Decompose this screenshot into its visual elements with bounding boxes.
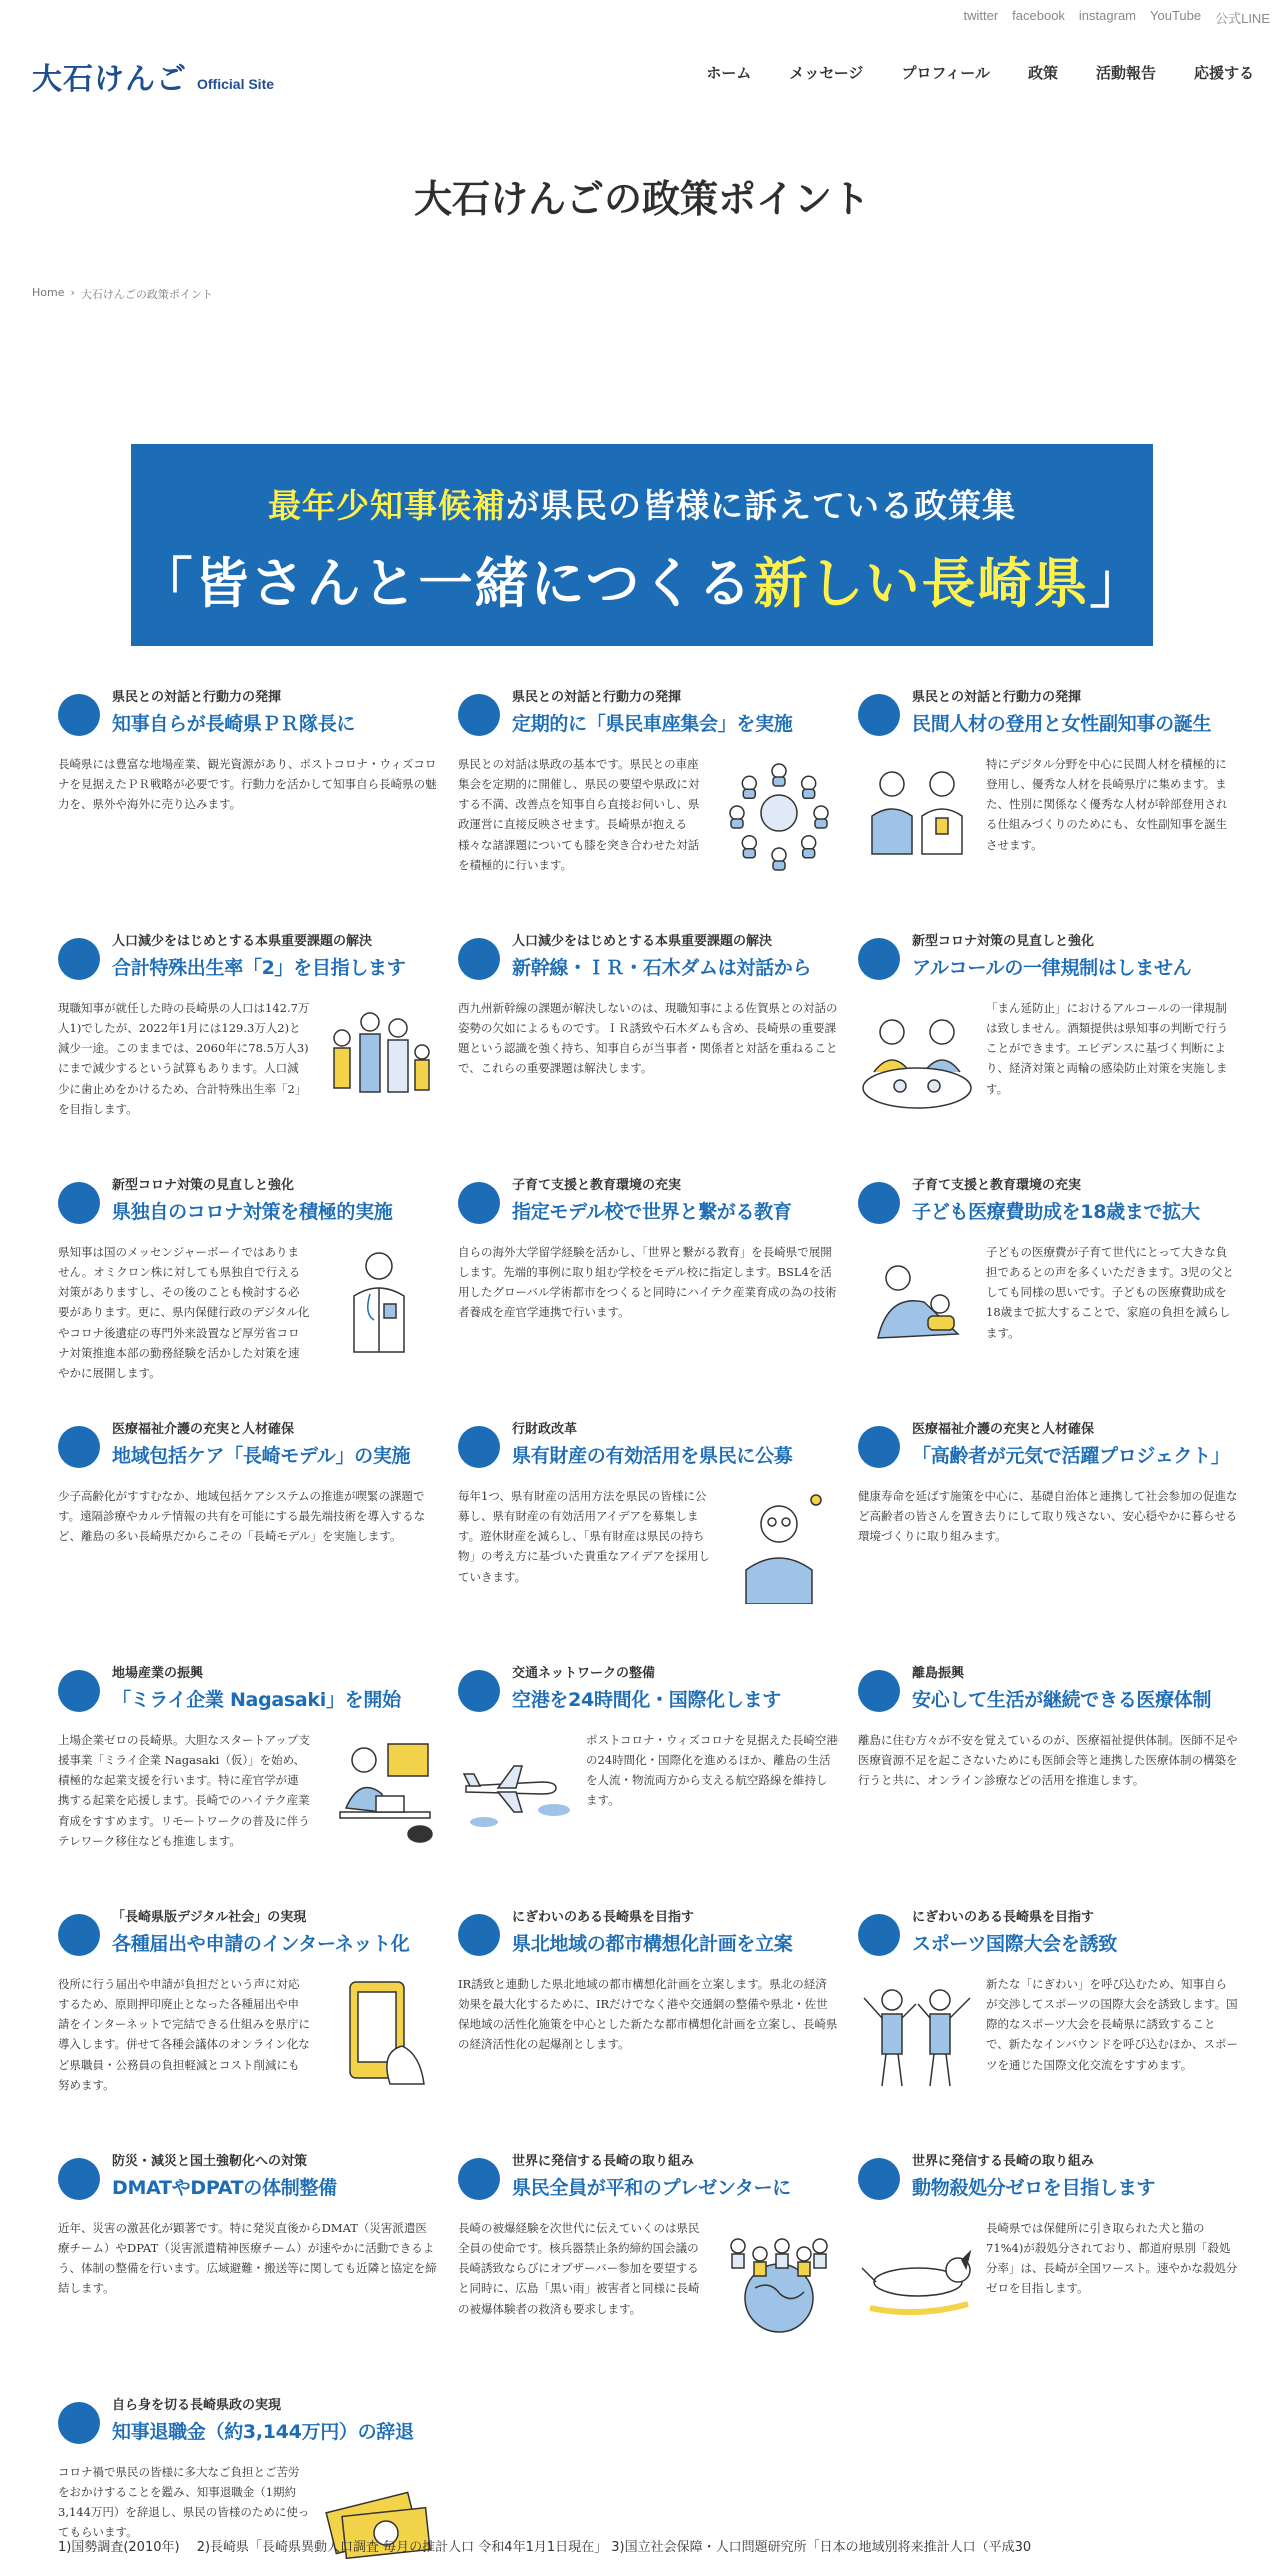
policy-card-header xyxy=(458,2144,838,2204)
page-title: 大石けんごの政策ポイント xyxy=(413,177,870,221)
policy-title: 県民全員が平和のプレゼンターに xyxy=(512,2177,791,2199)
policy-category: 人口減少をはじめとする本県重要課題の解決 xyxy=(112,934,373,949)
nav-profile[interactable]: プロフィール xyxy=(901,64,990,82)
twitter-link[interactable]: twitter xyxy=(963,8,999,23)
thinking-man-illustration xyxy=(720,1486,838,1604)
breadcrumb-separator: › xyxy=(70,286,75,299)
policy-title: 知事退職金（約3,144万円）の辞退 xyxy=(112,2421,414,2443)
policy-category: 県民との対話と行動力の発揮 xyxy=(912,690,1082,705)
policy-text: 県民との対話は県政の基本です。県民との車座集会を定期的に開催し、県民の要望や県政に対する不満、改善点を知事自ら直接お伺いし、県政運営に直接反映させます。長崎県が抱える様々な諸課題についても膝を突き合わせた対話を積極的に行います。 xyxy=(458,757,700,872)
policy-body xyxy=(858,1730,1238,1790)
policy-card-header xyxy=(58,2388,438,2448)
policy-text: 少子高齢化がすすむなか、地域包括ケアシステムの推進が喫緊の課題です。遠隔診療やカルテ情報の共有を可能にする最先端技術を導入するなど、離島の多い長崎県だからこその「長崎モデル」を実施します。 xyxy=(58,1489,426,1544)
policy-title: アルコールの一律規制はしません xyxy=(912,957,1192,979)
banner-title-a: 「皆さんと一緒につくる xyxy=(138,551,754,615)
policy-text: 離島に住む方々が不安を覚えているのが、医療福祉提供体制。医師不足や医療資源不足を起こさないためにも医師会等と連携した医療体制の構築を行うと共に、オンライン診療などの活用を推進します。 xyxy=(858,1733,1238,1788)
policy-text: 上場企業ゼロの長崎県。大胆なスタートアップ支援事業「ミライ企業 Nagasaki（仮）」を始め、積極的な起業支援を行います。特に産官学が連携する起業を応援します。長崎でのハイテク産業育成をすすめます。リモートワークの普及に伴うテレワーク移住なども推進します。 xyxy=(58,1733,310,1848)
policy-body xyxy=(58,1242,438,1383)
policy-category: 自ら身を切る長崎県政の実現 xyxy=(112,2398,282,2413)
policy-body xyxy=(458,2218,838,2336)
policy-card-header xyxy=(858,1168,1238,1228)
policy-bullet-icon xyxy=(858,1182,900,1224)
policy-bullet-icon xyxy=(458,938,500,980)
policy-card-header xyxy=(858,680,1238,740)
policy-text: 毎年1つ、県有財産の活用方法を県民の皆様に公募し、県有財産の有効活用アイデアを募集します。遊休財産を減らし、「県有財産は県民の持ち物」の考え方に基づいた貴重なアイデアを採用していきます。 xyxy=(458,1489,710,1584)
policy-body xyxy=(858,754,1238,872)
policy-bullet-icon xyxy=(58,1914,100,1956)
policy-text: 現職知事が就任した時の長崎県の人口は142.7万人1)でしたが、2022年1月には129.3万人2)と減少一途。このままでは、2060年に78.5万人3)にまで減少するという試算もあります。人口減少に歯止めをかけるため、合計特殊出生率「2」を目指します。 xyxy=(58,1001,310,1116)
smartphone-illustration xyxy=(320,1974,438,2092)
policy-category: 新型コロナ対策の見直しと強化 xyxy=(912,934,1095,949)
banner-subtitle-highlight: 最年少知事候補 xyxy=(268,486,506,525)
policy-bullet-icon xyxy=(58,1182,100,1224)
policy-category: にぎわいのある長崎県を目指す xyxy=(912,1910,1095,1925)
policy-title: 定期的に「県民車座集会」を実施 xyxy=(512,713,793,735)
globe-people-illustration xyxy=(720,2218,838,2336)
social-links xyxy=(963,8,1270,27)
policy-title: 県北地域の都市構想化計画を立案 xyxy=(512,1933,793,1955)
policy-bullet-icon xyxy=(58,694,100,736)
policy-body xyxy=(858,2218,1238,2336)
policy-category: 子育て支援と教育環境の充実 xyxy=(512,1178,682,1193)
policy-card-header xyxy=(58,1168,438,1228)
policy-card xyxy=(858,1900,1238,2144)
policy-body xyxy=(858,1974,1238,2092)
policy-bullet-icon xyxy=(858,1670,900,1712)
policy-card xyxy=(458,924,838,1168)
policy-card-header xyxy=(58,1412,438,1472)
breadcrumb-home[interactable]: Home xyxy=(32,286,65,299)
policy-title: 各種届出や申請のインターネット化 xyxy=(112,1933,410,1955)
policy-bullet-icon xyxy=(858,938,900,980)
logo-main: 大石けんご xyxy=(32,62,187,97)
policy-title: 子ども医療費助成を18歳まで拡大 xyxy=(912,1201,1200,1223)
policy-bullet-icon xyxy=(458,1670,500,1712)
policy-category: 地場産業の振興 xyxy=(112,1666,204,1681)
policy-category: 子育て支援と教育環境の充実 xyxy=(912,1178,1082,1193)
policy-card xyxy=(58,1168,438,1412)
policy-text: 近年、災害の激甚化が顕著です。特に発災直後からDMAT（災害派遣医療チーム）やDPAT（災害派遣精神医療チーム）が速やかに活動できるよう、体制の整備を行います。広域避難・搬送等に関しても近隣と協定を締結します。 xyxy=(58,2221,437,2296)
parent-child-illustration xyxy=(858,1242,976,1360)
policy-card xyxy=(58,1412,438,1656)
policy-title: 地域包括ケア「長崎モデル」の実施 xyxy=(112,1445,411,1467)
policy-body xyxy=(58,1730,438,1851)
policy-card-header xyxy=(458,1412,838,1472)
policy-grid xyxy=(58,680,1238,2568)
policy-body xyxy=(458,1486,838,1604)
policy-bullet-icon xyxy=(458,1182,500,1224)
policy-text: 長崎の被爆経験を次世代に伝えていくのは県民全員の使命です。核兵器禁止条約締約国会議の長崎誘致ならびにオブザーバー参加を要望すると同時に、広島「黒い雨」被害者と同様に長崎の被爆体験者の救済も要求します。 xyxy=(458,2221,700,2316)
policy-card xyxy=(458,1656,838,1900)
policy-card-header xyxy=(458,1900,838,1960)
policy-banner xyxy=(131,444,1153,646)
policy-title: 指定モデル校で世界と繋がる教育 xyxy=(512,1201,792,1223)
policy-body xyxy=(458,754,838,875)
policy-title: 「高齢者が元気で活躍プロジェクト」 xyxy=(912,1445,1230,1467)
policy-card xyxy=(58,680,438,924)
policy-title: 県独自のコロナ対策を積極的実施 xyxy=(112,1201,393,1223)
policy-category: 医療福祉介護の充実と人材確保 xyxy=(112,1422,295,1437)
policy-text: 長崎県では保健所に引き取られた犬と猫の71%4)が殺処分されており、都道府県別「殺処分率」は、長崎が全国ワースト。速やかな殺処分ゼロを目指します。 xyxy=(986,2221,1238,2296)
policy-bullet-icon xyxy=(458,694,500,736)
policy-title: 安心して生活が継続できる医療体制 xyxy=(912,1689,1212,1711)
policy-card xyxy=(458,680,838,924)
policy-category: 行財政改革 xyxy=(512,1422,578,1437)
policy-bullet-icon xyxy=(458,2158,500,2200)
policy-body xyxy=(58,2218,438,2299)
policy-card xyxy=(58,924,438,1168)
policy-bullet-icon xyxy=(58,1670,100,1712)
policy-card xyxy=(458,1168,838,1412)
policy-card-header xyxy=(458,1656,838,1716)
policy-body xyxy=(458,1974,838,2055)
policy-bullet-icon xyxy=(858,1914,900,1956)
policy-text: 役所に行う届出や申請が負担だという声に対応するため、原則押印廃止となった各種届出や申請をインターネットで完結できる仕組みを県庁に導入します。併せて各種会議体のオンライン化など県職員・公務員の負担軽減とコスト削減にも努めます。 xyxy=(58,1977,310,2092)
banner-title-highlight: 新しい長崎県 xyxy=(753,551,1090,615)
policy-card-header xyxy=(58,2144,438,2204)
policy-text: ポストコロナ・ウィズコロナを見据えた長崎空港の24時間化・国際化を進めるほか、離島の生活を人流・物流両方から支える航空路線を維持します。 xyxy=(586,1733,838,1808)
policy-bullet-icon xyxy=(58,2158,100,2200)
policy-title: 合計特殊出生率「2」を目指します xyxy=(112,957,406,979)
policy-card-header xyxy=(58,924,438,984)
nav-support[interactable]: 応援する xyxy=(1193,64,1254,82)
policy-card xyxy=(858,924,1238,1168)
policy-title: 空港を24時間化・国際化します xyxy=(512,1689,781,1711)
policy-bullet-icon xyxy=(458,1426,500,1468)
policy-card xyxy=(858,680,1238,924)
policy-title: 「ミライ企業 Nagasaki」を開始 xyxy=(112,1689,401,1711)
policy-text: 「まん延防止」におけるアルコールの一律規制は致しません。酒類提供は県知事の判断で行うことができます。エビデンスに基づく判断により、経済対策と両輪の感染防止対策を実施します。 xyxy=(986,1001,1229,1096)
main-nav xyxy=(706,62,1254,83)
banner-subtitle xyxy=(131,480,1153,527)
banner-title-b: 」 xyxy=(1089,551,1146,615)
policy-card xyxy=(858,2144,1238,2388)
policy-body xyxy=(858,1242,1238,1360)
site-logo[interactable] xyxy=(32,54,274,98)
policy-body xyxy=(458,998,838,1079)
policy-text: 子どもの医療費が子育て世代にとって大きな負担であるとの声を多くいただきます。3児の父としても同様の思いです。子どもの医療費助成を18歳まで拡大することで、家庭の負担を減らします。 xyxy=(986,1245,1234,1340)
policy-text: 県知事は国のメッセンジャーボーイではありません。オミクロン株に対しても県独自で行える対策がありますし、その後のことも検討する必要があります。更に、県内保健行政のデジタル化やコロナ後遺症の専門外来設置など厚労省コロナ対策推進本部の勤務経験を活かした対策を速やかに展開します。 xyxy=(58,1245,310,1380)
breadcrumb-current: 大石けんごの政策ポイント xyxy=(80,288,213,301)
policy-body xyxy=(58,1974,438,2095)
policy-bullet-icon xyxy=(458,1914,500,1956)
policy-category: 県民との対話と行動力の発揮 xyxy=(512,690,682,705)
policy-bullet-icon xyxy=(58,2402,100,2444)
policy-category: 医療福祉介護の充実と人材確保 xyxy=(912,1422,1095,1437)
policy-card-header xyxy=(458,1168,838,1228)
policy-text: コロナ禍で県民の皆様に多大なご負担とご苦労をおかけすることを鑑み、知事退職金（1期約3,144万円）を辞退し、県民の皆様のために使ってもらいます。 xyxy=(58,2465,310,2540)
policy-body xyxy=(58,998,438,1119)
policy-card xyxy=(858,1168,1238,1412)
policy-title: 新幹線・ＩＲ・石木ダムは対話から xyxy=(512,957,812,979)
instagram-link[interactable]: instagram xyxy=(1078,8,1136,23)
staff-illustration xyxy=(858,754,976,872)
policy-text: 特にデジタル分野を中心に民間人材を積極的に登用し、優秀な人材を長崎県庁に集めます。また、性別に関係なく優秀な人材が幹部登用される仕組みづくりのためにも、女性副知事を誕生させます。 xyxy=(986,757,1228,852)
policy-title: スポーツ国際大会を誘致 xyxy=(912,1933,1117,1955)
policy-card-header xyxy=(58,1656,438,1716)
nav-activity[interactable]: 活動報告 xyxy=(1095,64,1156,82)
policy-card xyxy=(58,1656,438,1900)
policy-body xyxy=(58,754,438,814)
logo-sub: Official Site xyxy=(197,76,275,92)
policy-title: 県有財産の有効活用を県民に公募 xyxy=(512,1445,793,1467)
policy-category: 離島振興 xyxy=(912,1666,965,1681)
policy-card xyxy=(58,2144,438,2388)
athletes-illustration xyxy=(858,1974,976,2092)
nav-policy[interactable]: 政策 xyxy=(1027,64,1058,82)
policy-bullet-icon xyxy=(858,1426,900,1468)
policy-text: 長崎県には豊富な地場産業、観光資源があり、ポストコロナ・ウィズコロナを見据えたＰＲ戦略が必要です。行動力を活かして知事自ら長崎県の魅力を、県外や海外に売り込みます。 xyxy=(58,757,437,812)
policy-card-header xyxy=(858,1412,1238,1472)
policy-text: 健康寿命を延ばす施策を中心に、基礎自治体と連携して社会参加の促進など高齢者の皆さんを置き去りにして取り残さない、安心穏やかに暮らせる環境づくりに取り組みます。 xyxy=(858,1489,1238,1544)
remote-work-illustration xyxy=(320,1730,438,1848)
policy-body xyxy=(858,1486,1238,1546)
nav-message[interactable]: メッセージ xyxy=(789,64,864,82)
policy-card xyxy=(458,1900,838,2144)
banner-subtitle-rest: が県民の皆様に訴えている政策集 xyxy=(506,486,1016,525)
policy-title: 知事自らが長崎県ＰＲ隊長に xyxy=(112,713,356,735)
policy-text: 新たな「にぎわい」を呼び込むため、知事自らが交渉してスポーツの国際大会を誘致します。国際的なスポーツ大会を長崎県に誘致することで、新たなインバウンドを呼び込むほか、スポーツを通じた国際文化交流をすすめます。 xyxy=(986,1977,1238,2072)
policy-title: DMATやDPATの体制整備 xyxy=(112,2177,337,2199)
policy-card-header xyxy=(858,1656,1238,1716)
line-link[interactable]: 公式LINE xyxy=(1215,11,1270,26)
policy-category: 県民との対話と行動力の発揮 xyxy=(112,690,282,705)
doctor-illustration xyxy=(320,1242,438,1360)
policy-card xyxy=(458,2144,838,2388)
policy-text: 自らの海外大学留学経験を活かし、「世界と繋がる教育」を長崎県で展開します。先端的事例に取り組む学校をモデル校に指定します。BSL4を活用したグローバル学術都市をつくると同時にハイテク産業育成の為の技術者養成を産官学連携で行います。 xyxy=(458,1245,837,1320)
policy-category: 交通ネットワークの整備 xyxy=(512,1666,656,1681)
policy-body xyxy=(858,998,1238,1116)
nav-home[interactable]: ホーム xyxy=(706,64,752,82)
airplane-illustration xyxy=(458,1730,576,1848)
policy-body xyxy=(458,1730,838,1848)
dining-illustration xyxy=(858,998,976,1116)
policy-category: 世界に発信する長崎の取り組み xyxy=(512,2154,695,2169)
policy-bullet-icon xyxy=(58,938,100,980)
policy-text: 西九州新幹線の課題が解決しないのは、現職知事による佐賀県との対話の姿勢の欠如によるものです。ＩＲ誘致や石木ダムも含め、長崎県の重要課題という認識を強く持ち、知事自らが当事者・関係者と対話を重ねることで、これらの重要課題は解決します。 xyxy=(458,1001,838,1076)
policy-category: 世界に発信する長崎の取り組み xyxy=(912,2154,1095,2169)
footnote: 1)国勢調査(2010年) 2)長崎県「長崎県異動人口調査 毎月の推計人口 令和4年1月1日現在」 3)国立社会保障・人口問題研究所「日本の地域別将来推計人口（平成30 xyxy=(58,2540,1032,2555)
policy-card-header xyxy=(858,924,1238,984)
policy-card-header xyxy=(58,1900,438,1960)
policy-category: 人口減少をはじめとする本県重要課題の解決 xyxy=(512,934,773,949)
breadcrumb xyxy=(32,286,213,302)
policy-card-header xyxy=(858,1900,1238,1960)
policy-bullet-icon xyxy=(58,1426,100,1468)
policy-bullet-icon xyxy=(858,694,900,736)
youtube-link[interactable]: YouTube xyxy=(1150,8,1202,23)
policy-category: 防災・減災と国土強靭化への対策 xyxy=(112,2154,308,2169)
policy-body xyxy=(58,1486,438,1546)
policy-title: 動物殺処分ゼロを目指します xyxy=(912,2177,1156,2199)
policy-card-header xyxy=(58,680,438,740)
policy-category: にぎわいのある長崎県を目指す xyxy=(512,1910,695,1925)
policy-card xyxy=(58,1900,438,2144)
policy-card xyxy=(858,1412,1238,1656)
policy-card-header xyxy=(458,680,838,740)
policy-card-header xyxy=(458,924,838,984)
policy-card-header xyxy=(858,2144,1238,2204)
family-illustration xyxy=(320,998,438,1116)
policy-category: 「長崎県版デジタル社会」の実現 xyxy=(112,1910,307,1925)
policy-bullet-icon xyxy=(858,2158,900,2200)
banner-title xyxy=(131,541,1153,618)
policy-body xyxy=(458,1242,838,1323)
people-circle-illustration xyxy=(720,754,838,872)
policy-text: IR誘致と連動した県北地域の都市構想化計画を立案します。県北の経済効果を最大化するために、IRだけでなく港や交通網の整備や県北・佐世保地域の活性化施策を中心とした新たな都市構想化計画を立案し、長崎県の経済活性化の起爆剤とします。 xyxy=(458,1977,838,2052)
policy-card xyxy=(458,1412,838,1656)
policy-card xyxy=(858,1656,1238,1900)
dog-illustration xyxy=(858,2218,976,2336)
policy-category: 新型コロナ対策の見直しと強化 xyxy=(112,1178,295,1193)
policy-title: 民間人材の登用と女性副知事の誕生 xyxy=(912,713,1212,735)
facebook-link[interactable]: facebook xyxy=(1012,8,1065,23)
